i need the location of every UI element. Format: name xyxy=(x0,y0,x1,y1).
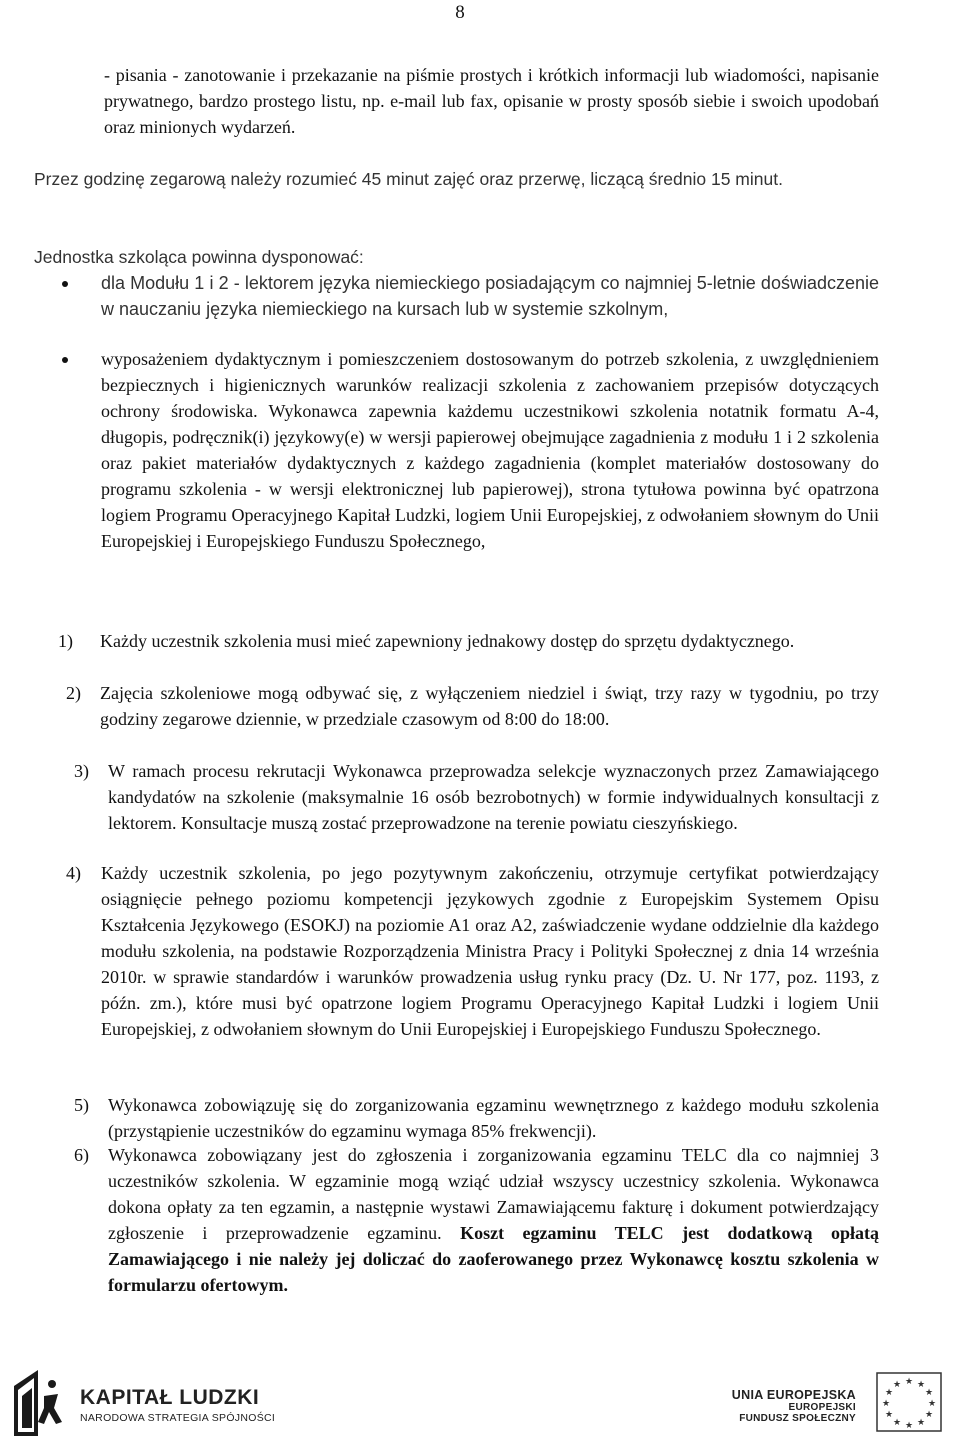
kapital-ludzki-subtitle: NARODOWA STRATEGIA SPÓJNOŚCI xyxy=(80,1412,276,1424)
svg-text:★: ★ xyxy=(904,1420,914,1430)
item-text: W ramach procesu rekrutacji Wykonawca przeprowadza selekcje wyznaczonych przez Zamawiającego kandydatów na szkolenie (maksymalnie 16 osób bezrobotnych) w formie indywidualnych konsultacji z lektorem. Konsultacje muszą zostać przeprowadzone na terenie powiatu cieszyńskiego. xyxy=(108,761,879,833)
bullet-dot-icon xyxy=(62,357,68,363)
bullet-text: wyposażeniem dydaktycznym i pomieszczeniem dostosowanym do potrzeb szkolenia, z uwzględnieniem bezpiecznych i higienicznych warunków realizacji szkolenia z zachowaniem przepisów dotyczących ochrony środowiska. Wykonawca zapewnia każdemu uczestnikowi szkolenia notatnik formatu A-4, długopis, podręcznik(i) językowy(e) w wersji papierowej obejmujące zagadnienia z modułu 1 i 2 szkolenia oraz pakiet materiałów dydaktycznych z każdego zagadnienia (komplet materiałów dostosowany do programu szkolenia - w wersji elektronicznej lub papierowej), strona tytułowa powinna być opatrzona logiem Programu Operacyjnego Kapitał Ludzki, logiem Unii Europejskiej, z odwołaniem słownym do Unii Europejskiej i Europejskiego Funduszu Społecznego, xyxy=(101,349,879,551)
numbered-item-5 xyxy=(74,1092,879,1144)
writing-skill-item: - pisania - zanotowanie i przekazanie na piśmie prostych i krótkich informacji lub wiadomości, napisanie prywatnego, bardzo prostego listu, np. e-mail lub fax, opisanie w prosty sposób siebie i swoich upodobań oraz minionych wydarzeń. xyxy=(104,65,879,137)
item-marker: 5) xyxy=(74,1095,89,1115)
svg-text:★: ★ xyxy=(916,1379,926,1389)
svg-text:★: ★ xyxy=(924,1387,934,1397)
svg-text:★: ★ xyxy=(892,1417,902,1427)
bullet-dot-icon xyxy=(62,281,68,287)
bullet-text: dla Modułu 1 i 2 - lektorem języka niemieckiego posiadającym co najmniej 5-letnie doświadczenie w nauczaniu języka niemieckiego na kursach lub w systemie szkolnym, xyxy=(101,273,879,319)
bullet-item-equipment xyxy=(34,346,879,554)
item-marker: 3) xyxy=(74,761,89,781)
eu-fund-line2: FUNDUSZ SPOŁECZNY xyxy=(739,1413,856,1424)
eu-flag-icon xyxy=(876,1372,942,1432)
item-text: Każdy uczestnik szkolenia musi mieć zapewniony jednakowy dostęp do sprzętu dydaktycznego. xyxy=(100,631,795,651)
svg-text:★: ★ xyxy=(892,1379,902,1389)
item-bold-text: Koszt egzaminu TELC jest dodatkową opłatą Zamawiającego i nie należy jej doliczać do zaoferowanego przez Wykonawcę kosztu szkolenia w formularzu ofertowym. xyxy=(108,1223,879,1295)
svg-text:★: ★ xyxy=(924,1409,934,1419)
svg-text:★: ★ xyxy=(916,1417,926,1427)
item-marker: 6) xyxy=(74,1145,89,1165)
eu-text-block xyxy=(732,1388,856,1424)
eu-fund-line1: EUROPEJSKI xyxy=(788,1402,856,1413)
svg-text:★: ★ xyxy=(884,1409,894,1419)
hour-definition-note: Przez godzinę zegarową należy rozumieć 45 minut zajęć oraz przerwę, liczącą średnio 15 minut. xyxy=(34,169,783,189)
numbered-item-3 xyxy=(74,758,879,836)
item-text: Zajęcia szkoleniowe mogą odbywać się, z wyłączeniem niedziel i świąt, trzy razy w tygodniu, po trzy godziny zegarowe dziennie, w przedziale czasowym od 8:00 do 18:00. xyxy=(100,683,879,729)
bullet-item-lecturer xyxy=(34,270,879,322)
numbered-item-2 xyxy=(66,680,879,732)
numbered-item-6 xyxy=(74,1142,879,1298)
item-plain-text: Wykonawca zobowiązany jest do zgłoszenia i zorganizowania egzaminu TELC dla co najmniej 3 uczestników szkolenia. W egzaminie mogą wziąć udział wszyscy uczestnicy szkolenia. Wykonawca dokona opłaty za ten egzamin, a następnie wystawi Zamawiającemu fakturę i dokument potwierdzający zgłoszenie i przeprowadzenie egzaminu. xyxy=(108,1145,879,1243)
kapital-ludzki-title: KAPITAŁ LUDZKI xyxy=(80,1386,260,1409)
unit-requirements-heading: Jednostka szkoląca powinna dysponować: xyxy=(34,247,364,267)
numbered-item-1 xyxy=(58,628,879,654)
svg-text:★: ★ xyxy=(884,1387,894,1397)
eu-title: UNIA EUROPEJSKA xyxy=(731,1388,856,1402)
item-marker: 2) xyxy=(66,683,81,703)
svg-text:★: ★ xyxy=(904,1376,914,1386)
item-marker: 1) xyxy=(58,631,73,651)
kapital-ludzki-logo-icon xyxy=(8,1366,68,1438)
footer xyxy=(0,1360,960,1439)
item-text: Każdy uczestnik szkolenia, po jego pozytywnym zakończeniu, otrzymuje certyfikat potwierdzający osiągnięcie pełnego poziomu kompetencji językowych zgodnie z Europejskim Systemem Opisu Kształcenia Językowego (ESOKJ) na poziomie A1 oraz A2, zaświadczenie wydane oddzielnie dla każdego modułu szkolenia, na podstawie Rozporządzenia Ministra Pracy i Polityki Społecznej z dnia 14 września 2010r. w sprawie standardów i warunków prowadzenia usług rynku pracy (Dz. U. Nr 177, poz. 1193, z późn. zm.), które musi być opatrzone logiem Programu Operacyjnego Kapitał Ludzki i logiem Unii Europejskiej, z odwołaniem słownym do Unii Europejskiej i Europejskiego Funduszu Społecznego. xyxy=(101,863,879,1039)
item-marker: 4) xyxy=(66,863,81,883)
svg-text:★: ★ xyxy=(881,1398,891,1408)
item-text xyxy=(108,1142,879,1298)
page-number: 8 xyxy=(455,2,465,23)
svg-text:★: ★ xyxy=(927,1398,937,1408)
item-text: Wykonawca zobowiązuję się do zorganizowania egzaminu wewnętrznego z każdego modułu szkolenia (przystąpienie uczestników do egzaminu wymaga 85% frekwencji). xyxy=(108,1095,879,1141)
numbered-item-4 xyxy=(66,860,879,1042)
